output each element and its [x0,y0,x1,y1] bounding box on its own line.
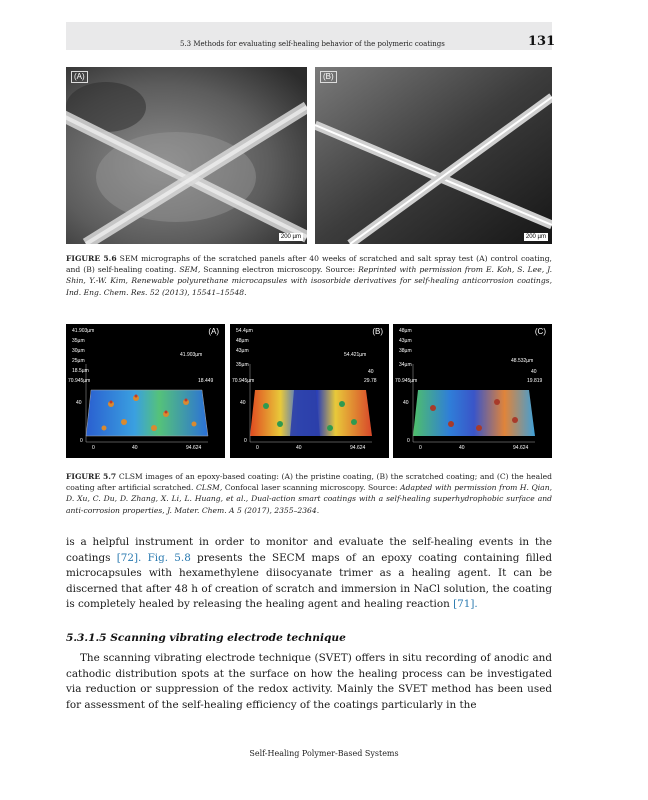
citation-link[interactable]: [72]. [116,551,142,564]
clsm-image-a [66,324,225,458]
x-tick: 94.624 [513,445,529,451]
paragraph-text: is a helpful instrument in order to monitor and evaluate the self-healing events in the coatings [66,536,552,564]
caption-text: SEM micrographs of the scratched panels after 40 weeks of scratched and salt spray test (A) control coating, and (B) self-healing coating. [66,254,552,275]
x-tick: 0 [256,445,259,451]
right-label: 29.78 [364,378,377,384]
clsm-tag-a: (A) [208,327,219,336]
right-label: 40 [368,369,374,375]
x-tick: 0 [92,445,95,451]
paragraph-text: The scanning vibrating electrode technique (SVET) offers in situ recording of anodic and cathodic distribution spots at the surface on how the healing process can be investigated via reduction or suppression of the redox activity. Mainly the SVET method has been used for assessment of the self-healing efficiency of the coatings particularly in the [66,652,552,711]
left-label: 70.945µm [232,378,255,384]
panel-tag-a: (A) [71,71,88,83]
axis-label: 40 [403,400,409,406]
sem-image-b [315,67,552,244]
right-label: 48.532µm [511,358,534,364]
sem-image-a [66,67,307,244]
axis-label: 0 [407,438,410,444]
running-head: 5.3 Methods for evaluating self-healing behavior of the polymeric coatings [180,40,445,48]
caption-abbrev: SEM, [179,265,201,275]
z-label: 38µm [399,348,412,354]
z-label: 54.4µm [236,328,253,334]
axis-label: 40 [240,400,246,406]
x-tick: 40 [132,445,138,451]
axis-label: 0 [244,438,247,444]
x-tick: 40 [296,445,302,451]
x-tick: 40 [459,445,465,451]
z-label: 41.903µm [72,328,95,334]
caption-abbrev-def: Confocal laser scanning microscopy. Source: [224,483,398,493]
page-number: 131 [528,34,556,49]
paragraph-text: presents the SECM maps of an epoxy coating containing filled microcapsules with hexamethylene diisocyanate trimer as a healing agent. It can be discerned that after 48 h of creation of scratch and immersion in NaCl solution, the coating is completely healed by releasing the healing agent and healing reaction [66,551,552,611]
axis-label: 0 [80,438,83,444]
left-label: 70.945µm [68,378,91,384]
z-label: 48µm [399,328,412,334]
footer-book-title: Self-Healing Polymer-Based Systems [249,749,399,758]
z-label: 48µm [236,338,249,344]
z-label: 30µm [72,348,85,354]
caption-abbrev: CLSM, [196,483,223,493]
clsm-tag-b: (B) [372,327,383,336]
scale-bar-b: 200 µm [525,234,546,240]
caption-label: FIGURE 5.7 [66,472,117,481]
z-label: 43µm [236,348,249,354]
citation-link[interactable]: [71]. [453,598,478,611]
z-label: 35µm [72,338,85,344]
panel-tag-b: (B) [320,71,337,83]
figure-5-6-caption [66,253,552,298]
right-label: 40 [531,369,537,375]
z-label: 34µm [399,362,412,368]
z-label: 43µm [399,338,412,344]
body-paragraph-1 [66,535,552,613]
x-tick: 0 [419,445,422,451]
z-label: 25µm [72,358,85,364]
figure-link[interactable]: Fig. 5.8 [147,551,191,564]
clsm-image-b [230,324,389,458]
caption-text: CLSM images of an epoxy-based coating: (A) the pristine coating, (B) the scratched coating; and (C) the healed coating after artificial scratched. [66,472,552,493]
right-label: 18.449 [198,378,214,384]
caption-source: Adapted with permission from H. Qian, D. Xu, C. Du, D. Zhang, X. Li, L. Huang, et al., Dual-action smart coatings with a self-healing superhydrophobic surface and anti-corrosion properties, J. Mater. Chem. A 5 (2017), 2355–2364. [66,483,553,515]
clsm-image-c [393,324,552,458]
body-paragraph-2 [66,651,552,713]
right-label: 54.421µm [344,352,367,358]
caption-source: Reprinted with permission from E. Koh, S. Lee, J. Shin, Y.-W. Kim, Renewable polyurethane microcapsules with isosorbide derivatives for self-healing anticorrosion coatings, Ind. Eng. Chem. Res. 52 (2013), 15541–15548. [66,265,553,297]
axis-label: 40 [76,400,82,406]
x-tick: 94.624 [350,445,366,451]
right-label: 41.903µm [180,352,203,358]
caption-abbrev-def: Scanning electron microscopy. Source: [203,265,356,275]
caption-label: FIGURE 5.6 [66,254,117,263]
section-heading: 5.3.1.5 Scanning vibrating electrode technique [66,632,346,644]
z-label: 18.5µm [72,368,89,374]
clsm-tag-c: (C) [534,327,546,336]
right-label: 19.819 [527,378,543,384]
left-label: 70.945µm [395,378,418,384]
figure-5-7-caption [66,471,552,516]
z-label: 35µm [236,362,249,368]
x-tick: 94.624 [186,445,202,451]
scale-bar-a: 200 µm [280,234,301,240]
